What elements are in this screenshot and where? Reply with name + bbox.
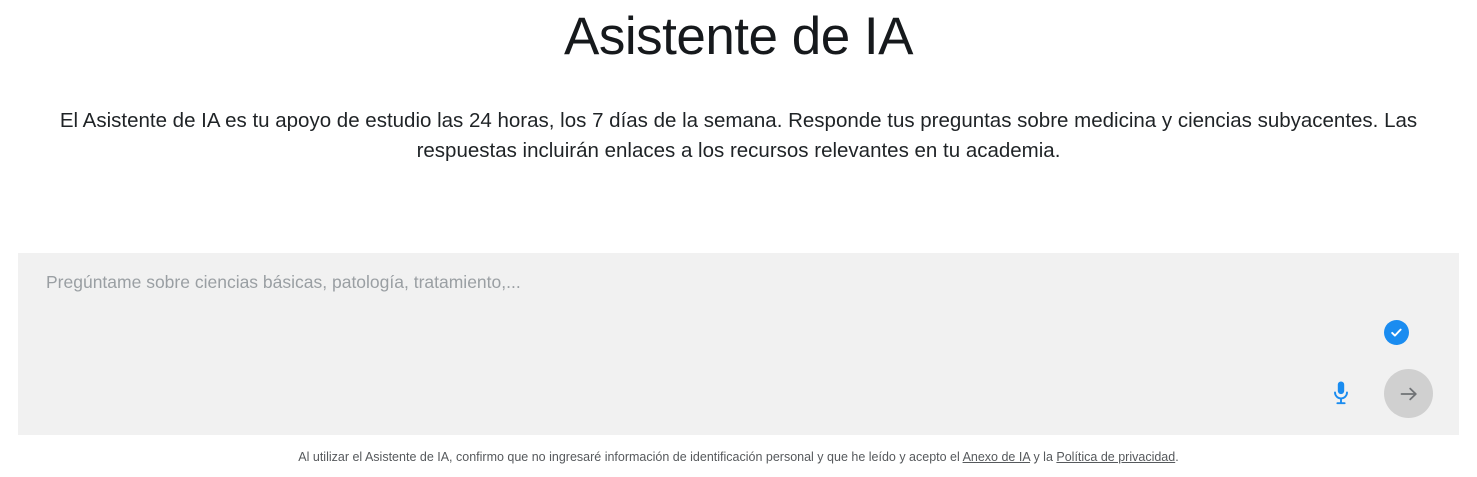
ai-assistant-page xyxy=(0,4,1477,477)
ai-addendum-link[interactable]: Anexo de IA xyxy=(962,450,1030,464)
privacy-policy-link[interactable]: Política de privacidad xyxy=(1056,450,1176,464)
composer-area xyxy=(18,253,1459,435)
send-arrow-button[interactable] xyxy=(1384,369,1433,418)
check-circle-icon xyxy=(1384,320,1409,345)
disclaimer-middle: y la xyxy=(1029,450,1057,464)
composer-panel[interactable] xyxy=(18,253,1459,435)
microphone-icon[interactable] xyxy=(1327,378,1355,408)
page-title: Asistente de IA xyxy=(564,7,913,66)
intro-description: El Asistente de IA es tu apoyo de estudio las 24 horas, los 7 días de la semana. Responde tus preguntas sobre medicina y ciencias subyacentes. Las respuestas incluirán enlaces a los recursos relevantes en tu academia. xyxy=(59,109,1418,163)
disclaimer-suffix: . xyxy=(1175,450,1179,464)
legal-disclaimer xyxy=(0,449,1477,465)
question-input[interactable] xyxy=(46,270,1386,330)
disclaimer-prefix: Al utilizar el Asistente de IA, confirmo que no ingresaré información de identificación personal y que he leído y acepto el xyxy=(298,450,963,464)
